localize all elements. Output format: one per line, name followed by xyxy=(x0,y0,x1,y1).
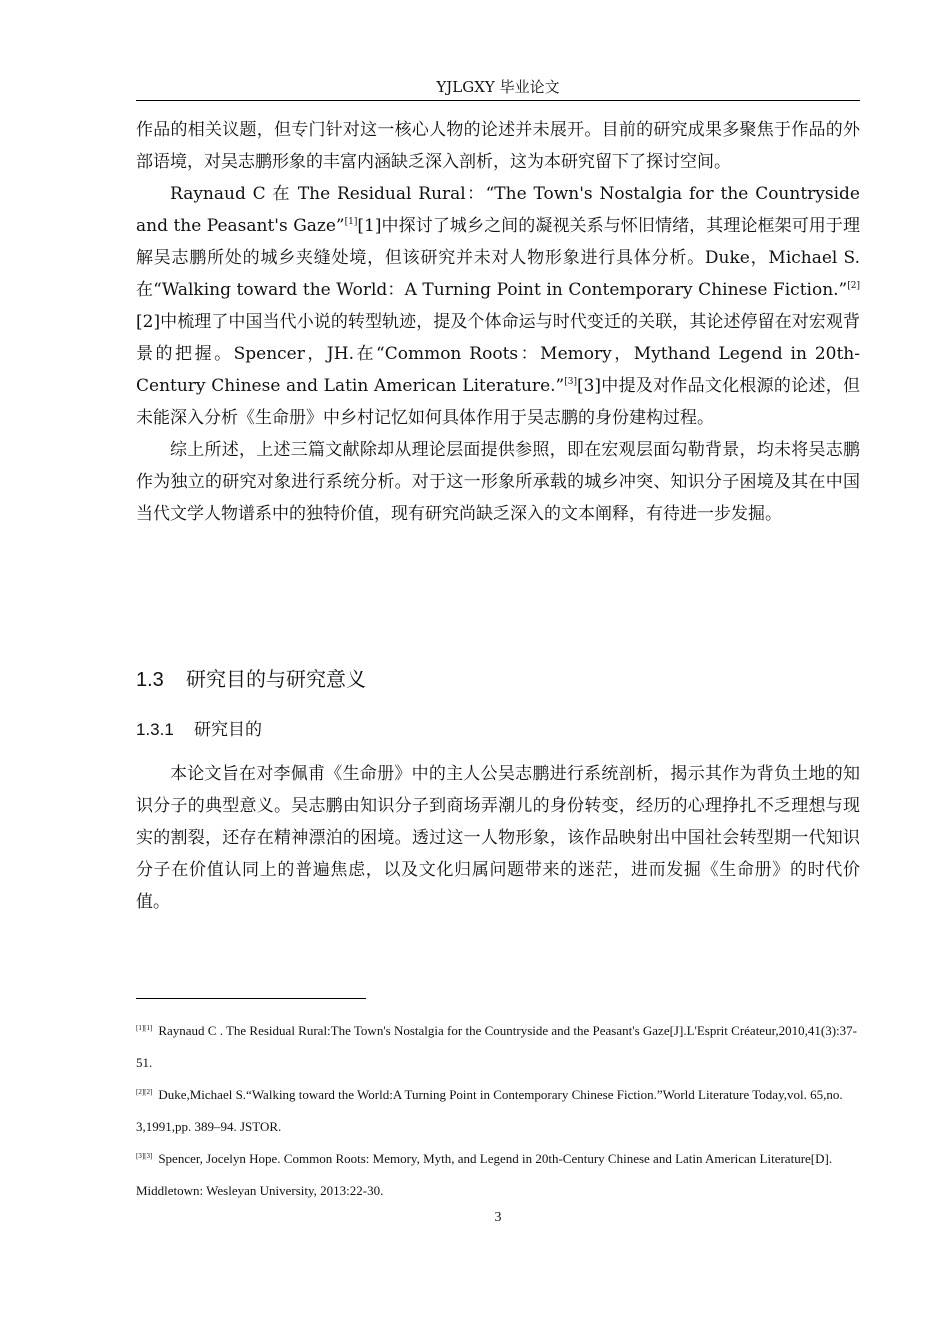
section-heading xyxy=(136,664,366,695)
subsection-number: 1.3.1 xyxy=(136,720,174,739)
footnote-3 xyxy=(136,1143,860,1207)
page-header: YJLGXY 毕业论文 xyxy=(436,78,560,96)
section-title: 研究目的与研究意义 xyxy=(186,667,366,691)
footnote-ref-3[interactable]: [3] xyxy=(564,377,577,387)
paragraph-2-part-a: Raynaud C 在 The Residual Rural：“The Town's Nostalgia for the Countryside and the Peasant's Gaze” xyxy=(136,184,860,236)
paragraph-2 xyxy=(136,178,860,434)
footnote-3-text: Spencer, Jocelyn Hope. Common Roots: Memory, Myth, and Legend in 20th-Century Chinese and Latin American Literature[D]. Middletown: Wesleyan University, 2013:22-30. xyxy=(136,1151,833,1198)
footnote-2-mark: [2][2] xyxy=(136,1088,153,1096)
page-number: 3 xyxy=(494,1210,502,1225)
footnote-1 xyxy=(136,1015,860,1079)
paragraph-3: 综上所述，上述三篇文献除却从理论层面提供参照，即在宏观层面勾勒背景，均未将吴志鹏作为独立的研究对象进行系统分析。对于这一形象所承载的城乡冲突、知识分子困境及其在中国当代文学人物谱系中的独特价值，现有研究尚缺乏深入的文本阐释，有待进一步发掘。 xyxy=(136,440,860,524)
footnote-1-mark: [1][1] xyxy=(136,1024,153,1032)
paragraph-2-part-c: [2]中梳理了中国当代小说的转型轨迹，提及个体命运与时代变迁的关联，其论述停留在对宏观背景的把握。Spencer，JH.在“Common Roots：Memory，Mythand Legend in 20th-Century Chinese and Latin American Literature.” xyxy=(136,312,860,396)
subsection-title: 研究目的 xyxy=(194,720,262,740)
footnotes xyxy=(136,1015,860,1207)
footnote-ref-1[interactable]: [1] xyxy=(344,217,358,227)
paragraph-4: 本论文旨在对李佩甫《生命册》中的主人公吴志鹏进行系统剖析，揭示其作为背负土地的知识分子的典型意义。吴志鹏由知识分子到商场弄潮儿的身份转变，经历的心理挣扎不乏理想与现实的割裂，还存在精神漂泊的困境。透过这一人物形象，该作品映射出中国社会转型期一代知识分子在价值认同上的普遍焦虑，以及文化归属问题带来的迷茫，进而发掘《生命册》的时代价值。 xyxy=(136,764,860,912)
footnote-separator xyxy=(136,998,366,999)
section-number: 1.3 xyxy=(136,669,164,691)
footnote-3-mark: [3][3] xyxy=(136,1152,153,1160)
footnote-1-text: Raynaud C . The Residual Rural:The Town's Nostalgia for the Countryside and the Peasant's Gaze[J].L'Esprit Créateur,2010,41(3):37-51. xyxy=(136,1023,857,1070)
paragraph-1: 作品的相关议题，但专门针对这一核心人物的论述并未展开。目前的研究成果多聚焦于作品的外部语境，对吴志鹏形象的丰富内涵缺乏深入剖析，这为本研究留下了探讨空间。 xyxy=(136,120,860,172)
subsection-heading xyxy=(136,716,262,744)
body-text-lower xyxy=(136,758,860,918)
paragraph-2-part-b: [1]中探讨了城乡之间的凝视关系与怀旧情绪，其理论框架可用于理解吴志鹏所处的城乡夹缝处境，但该研究并未对人物形象进行具体分析。Duke，Michael S.在“Walking toward the World：A Turning Point in Contemporary Chinese Fiction.” xyxy=(136,216,860,300)
footnote-2 xyxy=(136,1079,860,1143)
paragraph-2-part-d: [3]中提及对作品文化根源的论述，但未能深入分析《生命册》中乡村记忆如何具体作用于吴志鹏的身份建构过程。 xyxy=(136,376,860,428)
footnote-2-text: Duke,Michael S.“Walking toward the World:A Turning Point in Contemporary Chinese Fiction.”World Literature Today,vol. 65,no. 3,1991,pp. 389–94. JSTOR. xyxy=(136,1087,843,1134)
footnote-ref-2[interactable]: [2] xyxy=(847,281,860,291)
header-rule xyxy=(136,100,860,101)
body-text-upper xyxy=(136,114,860,530)
